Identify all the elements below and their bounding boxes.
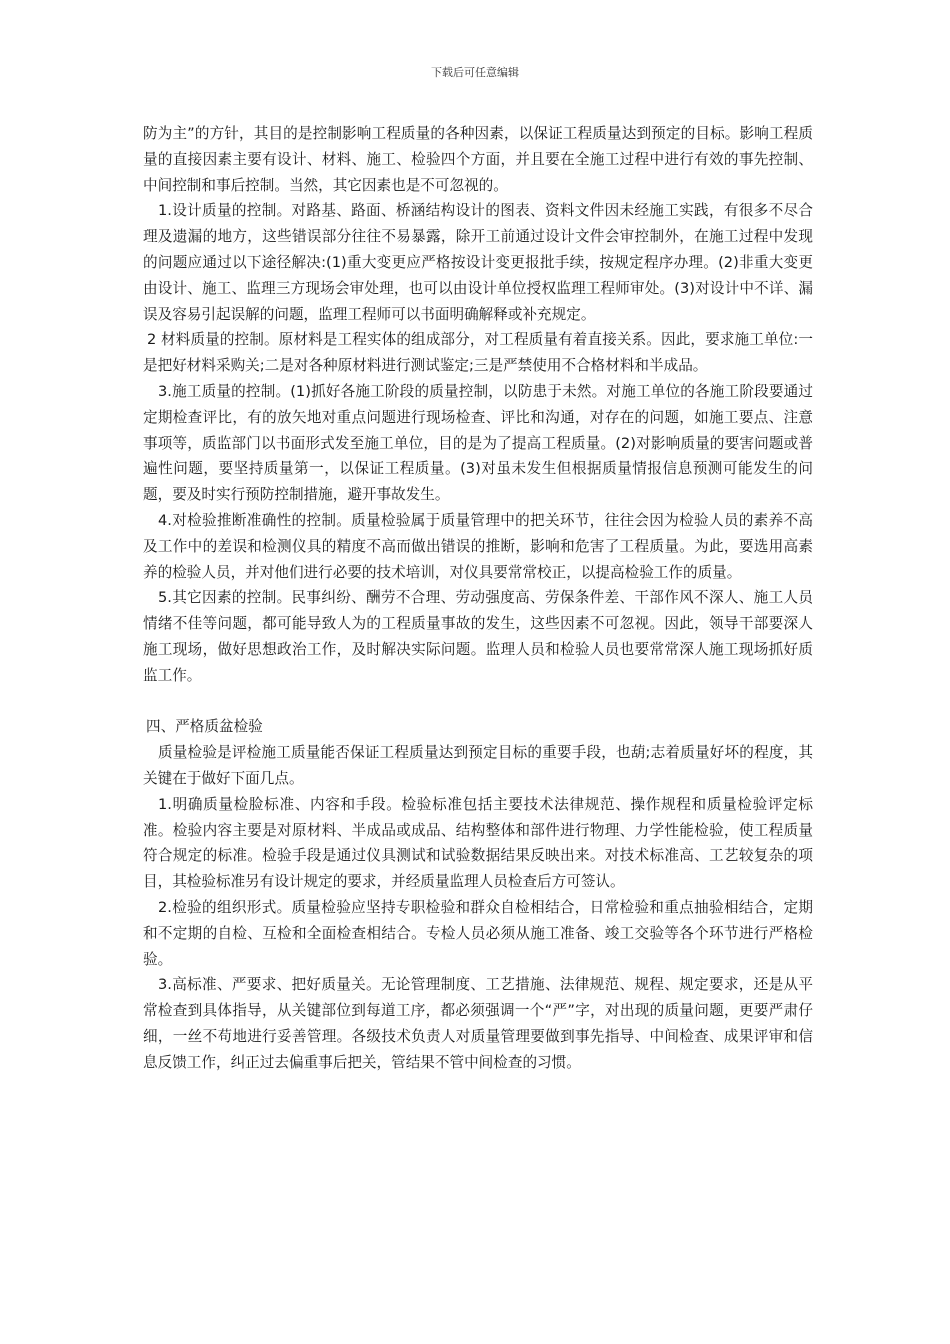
paragraph-inspection-intro: 质量检验是评检施工质量能否保证工程质量达到预定目标的重要手段，也葫;志着质量好坏的程度，其关键在于做好下面几点。 — [143, 744, 813, 787]
paragraph-inspection-standards: 1.明确质量检脸标准、内容和手段。检验标准包括主要技术法律规范、操作规程和质量检验评定标准。检验内容主要是对原材料、半成品或成品、结构整体和部件进行物理、力学性能检验，使工程质量符合规定的标准。检验手段是通过仪具测试和试验数据结果反映出来。对技术标准高、工艺较复杂的项目，其检验标准另有设计规定的要求，并经质量监理人员检查后方可签认。 — [143, 795, 813, 891]
page-header: 下载后可任意编辑 — [431, 66, 519, 79]
paragraph-intro: 防为主”的方针，其目的是控制影响工程质量的各种因素，以保证工程质量达到预定的目标。影响工程质量的直接因素主要有设计、材料、施工、检验四个方面，并且要在全施工过程中进行有效的事先控制、中间控制和事后控制。当然，其它因素也是不可忽视的。 — [143, 125, 813, 194]
paragraph-inspection-organization: 2.检验的组织形式。质量检验应坚持专职检验和群众自检相结合，日常检验和重点抽验相结合，定期和不定期的自检、互检和全面检查相结合。专检人员必须从施工准备、竣工交验等各个环节进行严格检验。 — [143, 898, 813, 968]
paragraph-high-standards: 3.高标准、严要求、把好质量关。无论管理制度、工艺措施、法律规范、规程、规定要求，还是从平常检查到具体指导，从关键部位到每道工序，都必须强调一个“严”字，对出现的质量问题，更要严肃仔细，一丝不苟地进行妥善管理。各级技术负责人对质量管理要做到事先指导、中间检查、成果评审和信息反馈工作，纠正过去偏重事后把关，管结果不管中间检查的习惯。 — [143, 976, 813, 1071]
section-heading-inspection: 四、严格质盆检验 — [146, 718, 263, 736]
document-body — [143, 121, 813, 1075]
paragraph-design-quality: 1.设计质量的控制。对路基、路面、桥涵结构设计的图表、资料文件因未经施工实践，有很多不尽合理及遗漏的地方，这些错误部分往往不易暴露，除开工前通过设计文件会审控制外，在施工过程中发现的问题应通过以下途径解决:(1)重大变更应严格按设计变更报批手续，按规定程序办理。(2)非重大变更由设计、施工、监理三方现场会审处理，也可以由设计单位授权监理工程师审处。(3)对设计中不详、漏误及容易引起误解的问题，监理工程师可以书面明确解释或补充规定。 — [143, 202, 813, 323]
paragraph-construction-quality: 3.施工质量的控制。(1)抓好各施工阶段的质量控制，以防患于未然。对施工单位的各施工阶段要通过定期检查评比，有的放矢地对重点问题进行现场检查、评比和沟通，对存在的问题，如施工要点、注意事项等，质监部门以书面形式发至施工单位，目的是为了提高工程质量。(2)对影响质量的要害问题或普遍性问题，要坚持质量第一，以保证工程质量。(3)对虽未发生但根据质量情报信息预测可能发生的问题，要及时实行预防控制措施，避开事故发生。 — [143, 382, 813, 504]
paragraph-other-factors: 5.其它因素的控制。民事纠纷、酬劳不合理、劳动强度高、劳保条件差、干部作风不深人、施工人员情绪不佳等问题，都可能导致人为的工程质量事故的发生，这些因素不可忽视。因此，领导干部要深人施工现场，做好思想政治工作，及时解决实际问题。监理人员和检验人员也要常常深人施工现场抓好质监工作。 — [143, 589, 813, 684]
paragraph-inspection-accuracy: 4.对检验推断准确性的控制。质量检验属于质量管理中的把关环节，往往会因为检验人员的素养不高及工作中的差误和检测仪具的精度不高而做出错误的推断，影响和危害了工程质量。为此，要选用高素养的检验人员，并对他们进行必要的技术培训，对仪具要常常校正，以提高检验工作的质量。 — [143, 511, 813, 581]
paragraph-material-quality: 2 材料质量的控制。原材料是工程实体的组成部分，对工程质量有着直接关系。因此，要求施工单位:一是把好材料采购关;二是对各种原材料进行测试鉴定;三是严禁使用不合格材料和半成品。 — [143, 331, 813, 375]
